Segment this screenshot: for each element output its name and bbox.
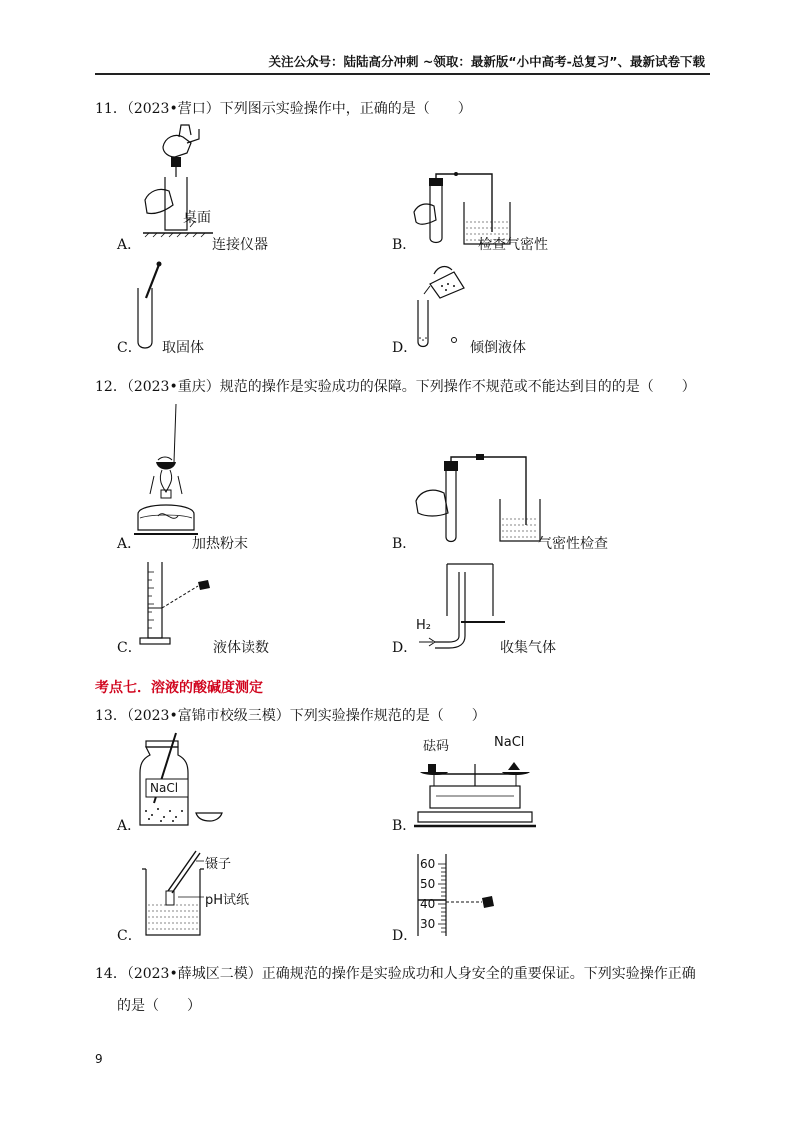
figure-pour-liquid	[410, 260, 470, 352]
option-12-d[interactable]: D．	[392, 640, 418, 656]
question-14	[95, 963, 696, 983]
option-11-a[interactable]: A．	[117, 237, 142, 253]
option-13-c[interactable]: C．	[117, 928, 142, 944]
caption-12-d: 收集气体	[500, 640, 556, 656]
question-number: 13．	[95, 708, 127, 724]
figure-airtightness-check-2	[410, 455, 545, 545]
question-text: （2023•富锦市校级三模）下列实验操作规范的是（ ）	[126, 708, 486, 724]
caption-11-d: 倾倒液体	[470, 340, 526, 356]
option-13-b[interactable]: B．	[392, 818, 417, 834]
section-title: 考点七．溶液的酸碱度测定	[95, 680, 263, 696]
figure-heat-powder	[128, 404, 208, 544]
figure-collect-gas	[405, 562, 515, 652]
figure-label-nacl-right: NaCl	[494, 735, 525, 750]
question-number: 12．	[95, 379, 127, 395]
caption-11-c: 取固体	[162, 340, 204, 356]
caption-12-c: 液体读数	[213, 640, 269, 656]
scale-tick-label: 40	[420, 897, 436, 911]
question-number: 14．	[95, 966, 127, 982]
scale-tick-label: 60	[420, 857, 436, 871]
question-12	[95, 376, 696, 396]
figure-connect-apparatus	[135, 125, 245, 245]
option-12-c[interactable]: C．	[117, 640, 142, 656]
figure-label-ph-paper: pH试纸	[205, 893, 250, 908]
page-header: 关注公众号：陆陆高分冲刺 ~领取：最新版“小中高考-总复习”、最新试卷下载	[268, 54, 705, 69]
option-12-a[interactable]: A．	[117, 536, 142, 552]
option-11-d[interactable]: D．	[392, 340, 418, 356]
caption-12-a: 加热粉末	[192, 536, 248, 552]
question-text: （2023•重庆）规范的操作是实验成功的保障。下列操作不规范或不能达到目的的是（ ）	[126, 379, 696, 395]
question-text: （2023•薛城区二模）正确规范的操作是实验成功和人身安全的重要保证。下列实验操作正确	[126, 966, 696, 982]
scale-tick-label: 30	[420, 917, 436, 931]
figure-reagent-bottle	[132, 733, 232, 833]
scale-tick-label: 50	[420, 877, 436, 891]
caption-11-a: 连接仪器	[212, 237, 268, 253]
header-divider	[95, 73, 710, 75]
figure-balance	[410, 750, 540, 830]
question-11	[95, 98, 472, 118]
option-11-c[interactable]: C．	[117, 340, 142, 356]
option-11-b[interactable]: B．	[392, 237, 417, 253]
figure-read-cylinder	[138, 558, 218, 658]
question-13	[95, 705, 486, 725]
figure-label-tweezers: 镊子	[205, 857, 232, 872]
option-12-b[interactable]: B．	[392, 536, 417, 552]
option-13-d[interactable]: D．	[392, 928, 418, 944]
figure-label-h2: H₂	[416, 618, 431, 633]
caption-12-b: 气密性检查	[538, 536, 608, 552]
option-13-a[interactable]: A．	[117, 818, 142, 834]
figure-label-nacl: NaCl	[150, 781, 179, 795]
caption-11-b: 检查气密性	[478, 237, 548, 253]
question-number: 11．	[95, 101, 127, 117]
question-14-continued: 的是（ ）	[117, 998, 201, 1014]
figure-label-desk: 桌面	[183, 210, 211, 226]
page-number: 9	[95, 1052, 103, 1066]
question-text: （2023•营口）下列图示实验操作中，正确的是（ ）	[126, 101, 472, 117]
figure-label-weights: 砝码	[423, 739, 450, 754]
